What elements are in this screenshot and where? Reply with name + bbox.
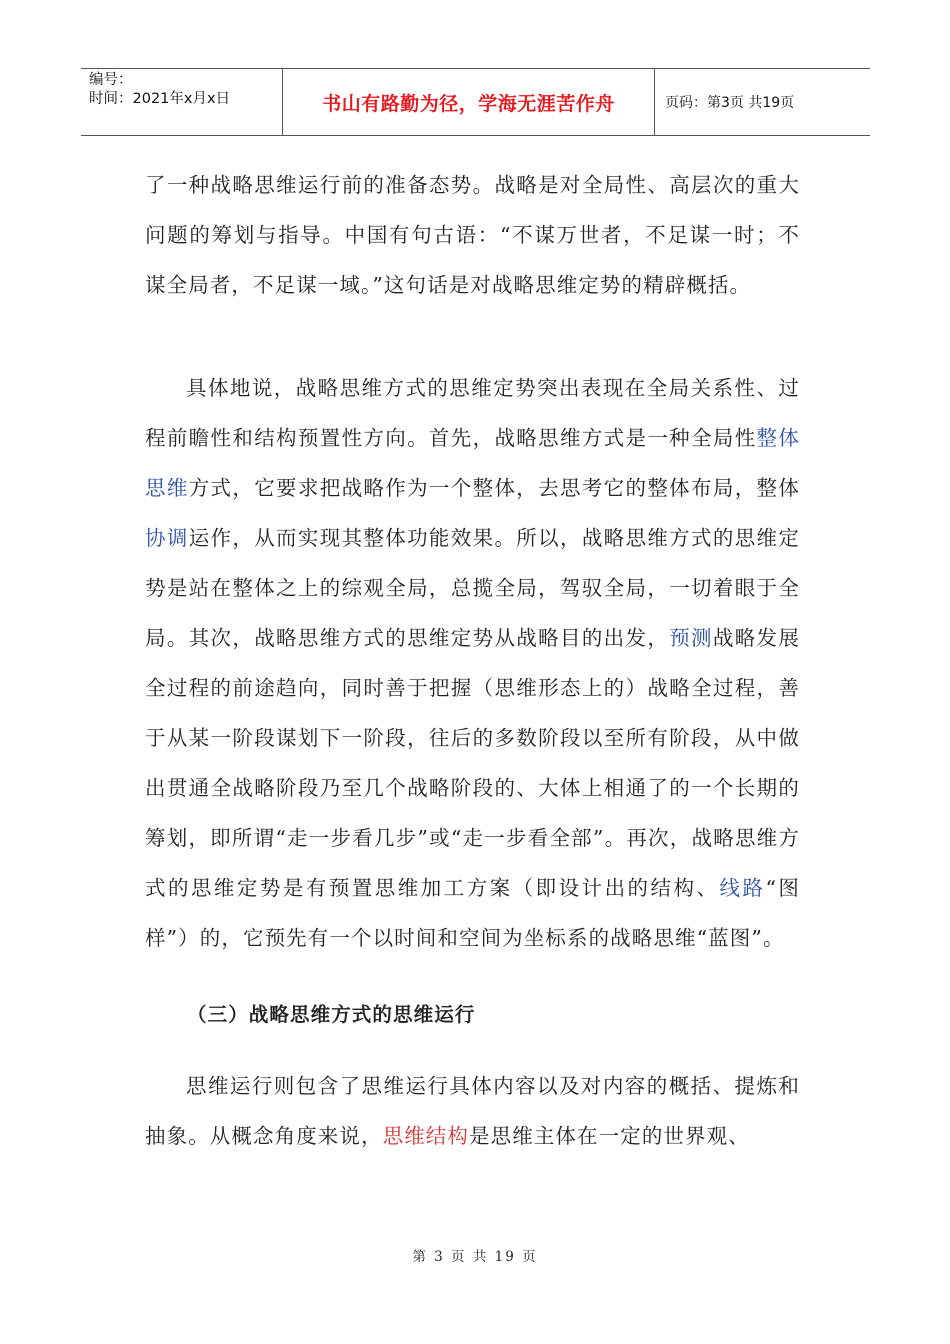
section-heading: （三）战略思维方式的思维运行 xyxy=(187,1003,476,1026)
paragraph-2-text-3: 运作，从而实现其整体功能效果。所以，战略思维方式的思维定势是站在整体之上的综观全局，总揽全局，驾驭全局，一切着眼于全局。其次，战略思维方式的思维定势从战略目的出发， xyxy=(145,526,800,650)
paragraph-2 xyxy=(145,363,800,963)
page-footer: 第 3 页 共 19 页 xyxy=(412,1249,538,1265)
paragraph-2-text-2: 方式，它要求把战略作为一个整体，去思考它的整体布局，整体 xyxy=(188,476,800,500)
link-route[interactable]: 线路 xyxy=(719,876,766,900)
document-body xyxy=(145,160,800,1161)
paragraph-2-text-5: “图样”）的，它预先有一个以时间和空间为坐标系的战略思维“蓝图”。 xyxy=(145,876,801,950)
link-coordination[interactable]: 协调 xyxy=(145,526,189,550)
link-holistic-thinking[interactable]: 整体思维 xyxy=(145,426,800,500)
document-header xyxy=(81,68,870,136)
paragraph-3-text-2: 是思维主体在一定的世界观、 xyxy=(469,1124,750,1148)
document-time-label: 时间：2021年x月x日 xyxy=(89,91,231,107)
header-meta xyxy=(81,69,282,135)
paragraph-3-text-1: 思维运行则包含了思维运行具体内容以及对内容的概括、提炼和抽象。从概念角度来说， xyxy=(145,1074,800,1148)
paragraph-2-text-1: 具体地说，战略思维方式的思维定势突出表现在全局关系性、过程前瞻性和结构预置性方向。首先，战略思维方式是一种全局性 xyxy=(145,376,800,450)
header-page-info: 页码：第3页 共19页 xyxy=(665,95,795,111)
highlight-thinking-structure: 思维结构 xyxy=(382,1124,470,1148)
paragraph-1: 了一种战略思维运行前的准备态势。战略是对全局性、高层次的重大问题的筹划与指导。中国有句古语：“不谋万世者，不足谋一时；不谋全局者，不足谋一域。”这句话是对战略思维定势的精辟概括。 xyxy=(145,173,800,297)
paragraph-2-text-4: 战略发展全过程的前途趋向，同时善于把握（思维形态上的）战略全过程，善于从某一阶段谋划下一阶段，往后的多数阶段以至所有阶段，从中做出贯通全战略阶段乃至几个战略阶段的、大体上相通了的一个长期的筹划，即所谓“走一步看几步”或“走一步看全部”。再次，战略思维方式的思维定势是有预置思维加工方案（即设计出的结构、 xyxy=(145,626,800,900)
link-forecast[interactable]: 预测 xyxy=(669,626,713,650)
header-motto: 书山有路勤为径，学海无涯苦作舟 xyxy=(282,69,655,135)
document-number-label: 编号： xyxy=(89,72,133,88)
paragraph-3 xyxy=(145,1061,800,1161)
